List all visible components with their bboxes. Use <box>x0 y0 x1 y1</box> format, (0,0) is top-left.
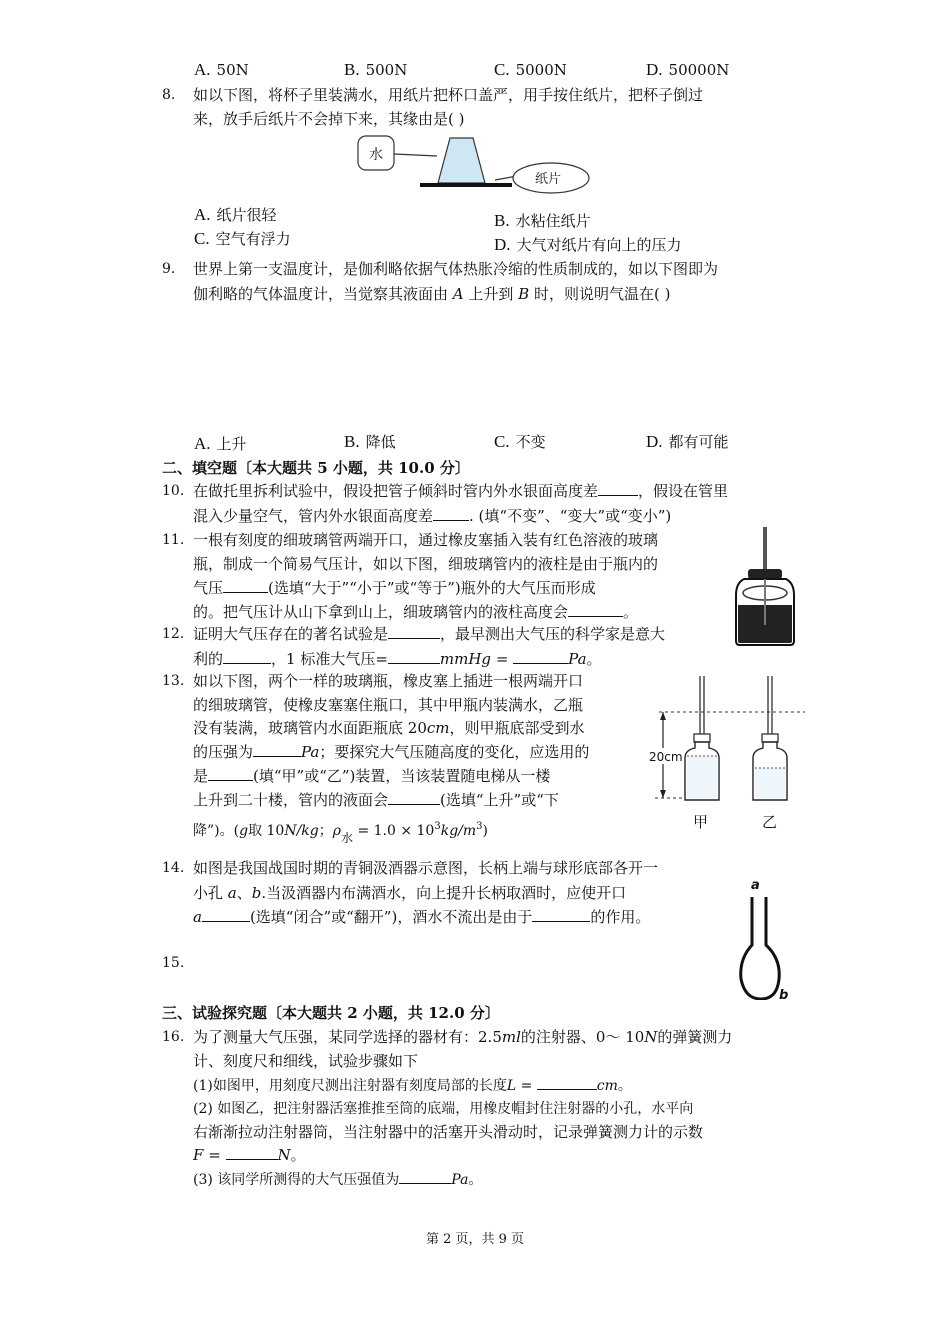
q16-number: 16. <box>162 1029 185 1045</box>
option-label: A. <box>194 434 211 453</box>
page-footer: 第 2 页，共 9 页 <box>425 1232 525 1247</box>
hole-a-label: a <box>751 878 760 893</box>
q9-option-a <box>194 433 247 455</box>
option-label: D. <box>646 432 663 451</box>
dipper-outline <box>741 897 780 999</box>
section-3-heading: 三、试验探究题〔本大题共 2 小题，共 12.0 分〕 <box>162 1004 500 1022</box>
q12-text-line2 <box>193 648 602 670</box>
q10-blank-2[interactable] <box>433 505 469 521</box>
unit-mmhg: mmHg <box>439 650 492 668</box>
option-text: 降低 <box>365 433 396 451</box>
option-text: 50000N <box>668 61 730 79</box>
q13-text: 的压强为 <box>193 743 254 761</box>
var-b: B <box>518 285 530 303</box>
q9-text: 上升到 <box>463 285 519 303</box>
q13-text: (选填“上升”或“下 <box>440 791 559 809</box>
q9-text-line2 <box>193 283 670 305</box>
q13-blank-3[interactable] <box>388 789 440 805</box>
q16-text-line2: 计、刻度尺和细线，试验步骤如下 <box>193 1052 419 1070</box>
q12-text: = <box>491 650 514 668</box>
unit-pa: Pa <box>568 650 587 668</box>
q12-text: 证明大气压存在的著名试验是 <box>193 625 389 643</box>
exponent: 3 <box>476 821 483 832</box>
q16-text-line1 <box>193 1026 732 1048</box>
q12-blank-2[interactable] <box>223 648 271 664</box>
q9-number: 9. <box>162 261 176 277</box>
q11-text: 气压 <box>193 579 224 597</box>
option-text: 5000N <box>515 61 567 79</box>
q12-blank-3[interactable] <box>388 648 440 664</box>
q15-number: 15. <box>162 955 185 971</box>
water-pointer-line <box>394 154 437 156</box>
unit-n: N <box>644 1028 658 1046</box>
q13-blank-1[interactable] <box>253 741 301 757</box>
q14-text: 的作用。 <box>590 908 651 926</box>
q12-blank-4[interactable] <box>513 648 568 664</box>
q14-text-line3 <box>193 906 650 928</box>
q16-text: 。 <box>290 1146 306 1164</box>
q14-text-line2 <box>193 882 626 904</box>
q11-blank-1[interactable] <box>223 577 268 593</box>
paper-card <box>420 183 512 187</box>
q11-text-line2: 瓶，制成一个简易气压计，如以下图，细玻璃管内的液柱是由于瓶内的 <box>193 555 659 573</box>
q11-text: 的。把气压计从山下拿到山上，细玻璃管内的液柱高度会 <box>193 603 569 621</box>
q14-number: 14. <box>162 860 185 876</box>
q16-text: 的注射器、0～ 10 <box>520 1028 645 1046</box>
q9-text: 伽利略的气体温度计，当觉察其液面由 <box>193 285 453 303</box>
q16-text: 。 <box>468 1172 483 1188</box>
unit-ml: ml <box>501 1028 521 1046</box>
dimension-arrow-top <box>660 712 666 720</box>
unit-pa: Pa <box>451 1172 469 1188</box>
option-text: 500N <box>365 61 408 79</box>
q13-text: ；要探究大气压随高度的变化，应选用的 <box>319 743 590 761</box>
dimension-label-20cm: 20cm <box>649 750 683 764</box>
q9-text-line1: 世界上第一支温度计，是伽利略依据气体热胀冷缩的性质制成的，如以下图即为 <box>193 260 719 278</box>
option-label: B. <box>344 432 360 451</box>
q13-text-line5 <box>193 765 550 787</box>
var-a: A <box>452 285 464 303</box>
q13-text-line3 <box>193 717 585 739</box>
q13-text: (填“甲”或“乙”)装置，当该装置随电梯从一楼 <box>253 767 551 785</box>
q14-text: 、 <box>236 884 252 902</box>
q16-blank-2[interactable] <box>226 1144 278 1160</box>
option-text: 大气对纸片有向上的压力 <box>516 236 682 254</box>
option-text: 都有可能 <box>668 433 729 451</box>
option-text: 水粘住纸片 <box>515 212 591 230</box>
q13-text-line2: 的细玻璃管，使橡皮塞塞住瓶口，其中甲瓶内装满水，乙瓶 <box>193 696 584 714</box>
option-text: 纸片很轻 <box>216 206 277 224</box>
q7-option-c <box>494 59 567 81</box>
q14-blank-1[interactable] <box>202 906 250 922</box>
option-label: A. <box>194 60 211 79</box>
q13-number: 13. <box>162 673 185 689</box>
option-text: 不变 <box>515 433 546 451</box>
q8-text-line1: 如以下图，将杯子里装满水，用纸片把杯口盖严，用手按住纸片，把杯子倒过 <box>193 86 704 104</box>
q16-text: = <box>203 1146 226 1164</box>
q11-number: 11. <box>162 532 185 548</box>
q13-text-line6 <box>193 789 559 811</box>
hole-b-label: b <box>779 988 789 1000</box>
rho-symbol: ρ <box>332 823 341 839</box>
q13-text-line7 <box>193 820 488 844</box>
q16-step2-line1: (2) 如图乙，把注射器活塞推推至筒的底端，用橡皮帽封住注射器的小孔，水平向 <box>193 1101 694 1117</box>
option-text: 50N <box>216 61 249 79</box>
option-label: D. <box>494 235 511 254</box>
option-label: A. <box>194 205 211 224</box>
q16-text: (3) 该同学所测得的大气压强值为 <box>193 1172 400 1188</box>
q16-text: 的弹簧测力 <box>657 1028 733 1046</box>
q9-option-c <box>494 431 546 453</box>
q8-option-c <box>194 228 291 250</box>
two-bottles-figure <box>645 672 815 832</box>
q12-text: ，1 标准大气压= <box>271 650 388 668</box>
paper-label: 纸片 <box>535 172 562 187</box>
q16-step2-line3 <box>193 1144 306 1166</box>
q14-blank-2[interactable] <box>532 906 590 922</box>
bottle-yi-label: 乙 <box>762 813 778 831</box>
unit-density: kg/m <box>440 823 477 839</box>
q8-option-a <box>194 204 277 226</box>
option-text: 上升 <box>216 435 247 453</box>
unit-nkg: N/kg <box>284 823 319 839</box>
q8-number: 8. <box>162 87 176 103</box>
q12-number: 12. <box>162 626 185 642</box>
q10-text: 混入少量空气，管内外水银面高度差 <box>193 507 434 525</box>
q12-text: 利的 <box>193 650 224 668</box>
dimension-arrow-bottom <box>660 790 666 798</box>
q13-text: 没有装满，玻璃管内水面距瓶底 20 <box>193 719 427 737</box>
q8-option-b <box>494 210 591 232</box>
q11-text: (选填“大于”“小于”或“等于”)瓶外的大气压而形成 <box>268 579 596 597</box>
q12-text: ，最早测出大气压的科学家是意大 <box>440 625 666 643</box>
q13-text: 降”)。( <box>193 823 240 839</box>
q10-text: ，假设在管里 <box>638 482 729 500</box>
bottle-jia-water <box>687 756 717 798</box>
q16-blank-3[interactable] <box>399 1168 451 1184</box>
q14-text: 小孔 <box>193 884 228 902</box>
rubber-stopper <box>748 569 782 579</box>
q14-text-line1: 如图是我国战国时期的青铜汲酒器示意图，长柄上端与球形底部各开一 <box>193 859 659 877</box>
var-F: F <box>193 1146 204 1164</box>
q13-text: 取 10 <box>248 823 285 839</box>
var-g: g <box>239 823 249 839</box>
q8-option-d <box>494 234 682 256</box>
var-b: b <box>251 884 262 902</box>
var-a: a <box>193 908 202 926</box>
q13-text: ) <box>482 823 488 839</box>
bottle-jia-label: 甲 <box>693 813 709 831</box>
q16-text: = <box>516 1078 537 1094</box>
unit-pa: Pa <box>301 743 320 761</box>
bottle-jia-stopper <box>694 734 710 742</box>
q13-blank-2[interactable] <box>208 765 253 781</box>
option-text: 空气有浮力 <box>215 230 291 248</box>
q10-text-line1 <box>193 480 728 502</box>
q13-text: = 1.0 × 10 <box>353 823 435 839</box>
option-label: C. <box>494 432 510 451</box>
option-label: D. <box>646 60 663 79</box>
rho-subscript: 水 <box>340 831 353 845</box>
q11-text-line3 <box>193 577 596 599</box>
q11-text: 。 <box>623 603 639 621</box>
section-2-heading: 二、填空题〔本大题共 5 小题，共 10.0 分〕 <box>162 459 470 477</box>
q12-text: 。 <box>586 650 602 668</box>
q10-blank-1[interactable] <box>598 480 638 496</box>
q10-number: 10. <box>162 483 185 499</box>
q12-blank-1[interactable] <box>388 623 440 639</box>
inverted-cup <box>438 138 485 183</box>
q13-text: ； <box>318 823 333 839</box>
q9-option-b <box>344 431 396 453</box>
q13-text: 上升到二十楼，管内的液面会 <box>193 791 389 809</box>
q7-option-d <box>646 59 729 81</box>
q10-text: . (填“不变”、“变大”或“变小”) <box>469 507 672 525</box>
q16-text: 。 <box>617 1078 632 1094</box>
q11-blank-2[interactable] <box>568 601 623 617</box>
bronze-wine-dipper-figure <box>735 875 795 1000</box>
unit-n: N <box>277 1146 291 1164</box>
water-label: 水 <box>369 147 383 163</box>
q9-option-d <box>646 431 729 453</box>
q8-text-line2: 来，放手后纸片不会掉下来，其缘由是( ) <box>193 110 465 128</box>
exponent: 3 <box>434 821 441 832</box>
bottle-yi-water <box>755 768 785 798</box>
q16-text: 为了测量大气压强，某同学选择的器材有：2.5 <box>193 1028 502 1046</box>
barometer-bottle-figure <box>730 525 800 650</box>
var-a: a <box>227 884 237 902</box>
option-label: B. <box>494 211 510 230</box>
q10-text-line2 <box>193 505 671 527</box>
q14-text: .当汲酒器内布满酒水，向上提升长柄取酒时，应使开口 <box>261 884 627 902</box>
unit-cm: cm <box>596 1078 618 1094</box>
q11-text-line4 <box>193 601 638 623</box>
q13-text-line1: 如以下图，两个一样的玻璃瓶，橡皮塞上插进一根两端开口 <box>193 672 584 690</box>
q16-step1 <box>193 1074 632 1097</box>
q13-text-line4 <box>193 741 589 763</box>
var-L: L <box>506 1078 517 1094</box>
q7-option-b <box>344 59 407 81</box>
q10-text: 在做托里拆利试验中，假设把管子倾斜时管内外水银面高度差 <box>193 482 599 500</box>
q12-text-line1 <box>193 623 665 645</box>
option-label: B. <box>344 60 360 79</box>
q11-text-line1: 一根有刻度的细玻璃管两端开口，通过橡皮塞插入装有红色溶液的玻璃 <box>193 531 659 549</box>
q16-text: (1)如图甲，用刻度尺测出注射器有刻度局部的长度 <box>193 1078 507 1094</box>
q16-step2-line2: 右渐渐拉动注射器筒，当注射器中的活塞开头滑动时，记录弹簧测力计的示数 <box>193 1123 704 1141</box>
option-label: C. <box>194 229 210 248</box>
cup-paper-figure <box>355 128 595 198</box>
unit-cm: cm <box>426 719 450 737</box>
bottle-yi-stopper <box>762 734 778 742</box>
q9-text: 时，则说明气温在( ) <box>529 285 671 303</box>
option-label: C. <box>494 60 510 79</box>
q14-text: (选填“闭合”或“翻开”)，酒水不流出是由于 <box>249 908 533 926</box>
q7-option-a <box>194 59 249 81</box>
q16-blank-1[interactable] <box>537 1074 597 1090</box>
q13-text: ，则甲瓶底部受到水 <box>449 719 585 737</box>
q16-step3 <box>193 1168 482 1191</box>
q13-text: 是 <box>193 767 209 785</box>
